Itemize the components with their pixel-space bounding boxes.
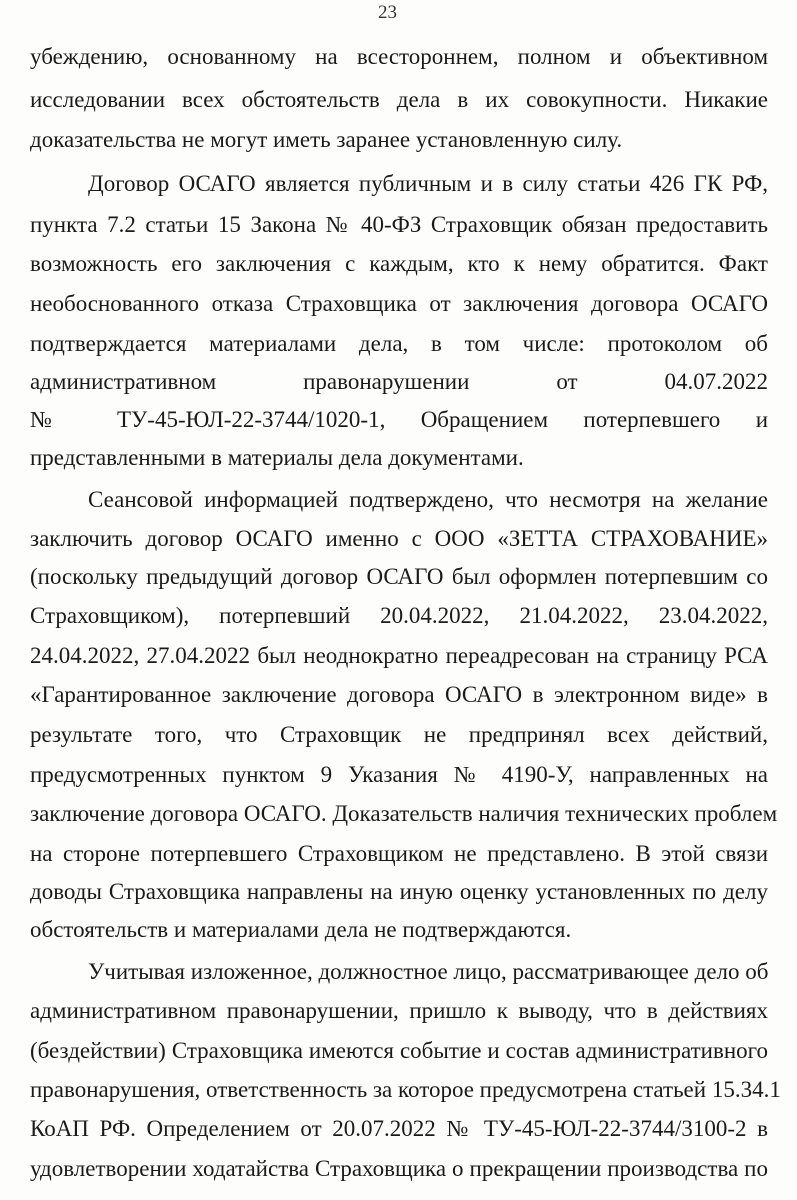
- paragraph-2-line-5: подтверждается материалами дела, в том числе: протоколом об: [30, 331, 768, 356]
- paragraph-3-line-4: Страховщиком), потерпевший 20.04.2022, 21.04.2022, 23.04.2022,: [30, 603, 768, 628]
- paragraph-4-line-2: административном правонарушении, пришло к выводу, что в действиях: [30, 998, 768, 1023]
- paragraph-4-line-4: правонарушения, ответственность за которое предусмотрена статьей 15.34.1: [30, 1077, 781, 1102]
- paragraph-2-line-6: административном правонарушении от 04.07.2022: [30, 369, 768, 394]
- paragraph-1-line-1: убеждению, основанному на всестороннем, полном и объективном: [30, 44, 768, 69]
- paragraph-4-line-6: удовлетворении ходатайства Страховщика о прекращении производства по: [30, 1156, 768, 1181]
- paragraph-3-line-3: (поскольку предыдущий договор ОСАГО был оформлен потерпевшим со: [30, 564, 768, 589]
- paragraph-3-line-6: «Гарантированное заключение договора ОСАГО в электронном виде» в: [30, 682, 768, 707]
- paragraph-3-line-8: предусмотренных пунктом 9 Указания № 4190-У, направленных на: [30, 762, 768, 787]
- paragraph-4-line-5: КоАП РФ. Определением от 20.07.2022 № ТУ-45-ЮЛ-22-3744/3100-2 в: [30, 1116, 768, 1141]
- paragraph-1-line-3: доказательства не могут иметь заранее установленную силу.: [30, 127, 623, 152]
- paragraph-3-line-1: Сеансовой информацией подтверждено, что несмотря на желание: [88, 487, 768, 512]
- paragraph-4-line-3: (бездействии) Страховщика имеются событие и состав административного: [30, 1038, 768, 1063]
- paragraph-3-line-11: доводы Страховщика направлены на иную оценку установленных по делу: [30, 879, 768, 904]
- paragraph-3-line-5: 24.04.2022, 27.04.2022 был неоднократно переадресован на страницу РСА: [30, 643, 768, 668]
- paragraph-3-line-12: обстоятельств и материалами дела не подтверждаются.: [30, 917, 572, 942]
- paragraph-2-line-1: Договор ОСАГО является публичным и в силу статьи 426 ГК РФ,: [88, 171, 768, 196]
- paragraph-3-line-9: заключение договора ОСАГО. Доказательств наличия технических проблем: [30, 801, 778, 826]
- paragraph-2-line-2: пункта 7.2 статьи 15 Закона № 40-ФЗ Страховщик обязан предоставить: [30, 212, 768, 237]
- paragraph-1-line-2: исследовании всех обстоятельств дела в их совокупности. Никакие: [30, 87, 768, 112]
- paragraph-2-line-3: возможность его заключения с каждым, кто к нему обратится. Факт: [30, 251, 768, 276]
- paragraph-3-line-7: результате того, что Страховщик не предпринял всех действий,: [30, 722, 768, 747]
- paragraph-3-line-10: на стороне потерпевшего Страховщиком не представлено. В этой связи: [30, 841, 768, 866]
- page-number: 23: [378, 2, 397, 23]
- paragraph-3-line-2: заключить договор ОСАГО именно с ООО «ЗЕТТА СТРАХОВАНИЕ»: [30, 526, 768, 551]
- paragraph-2-line-4: необоснованного отказа Страховщика от заключения договора ОСАГО: [30, 291, 768, 316]
- paragraph-4-line-1: Учитывая изложенное, должностное лицо, рассматривающее дело об: [88, 959, 769, 984]
- paragraph-2-line-8: представленными в материалы дела документами.: [30, 445, 524, 470]
- paragraph-2-line-7: № ТУ-45-ЮЛ-22-3744/1020-1, Обращением потерпевшего и: [30, 407, 768, 432]
